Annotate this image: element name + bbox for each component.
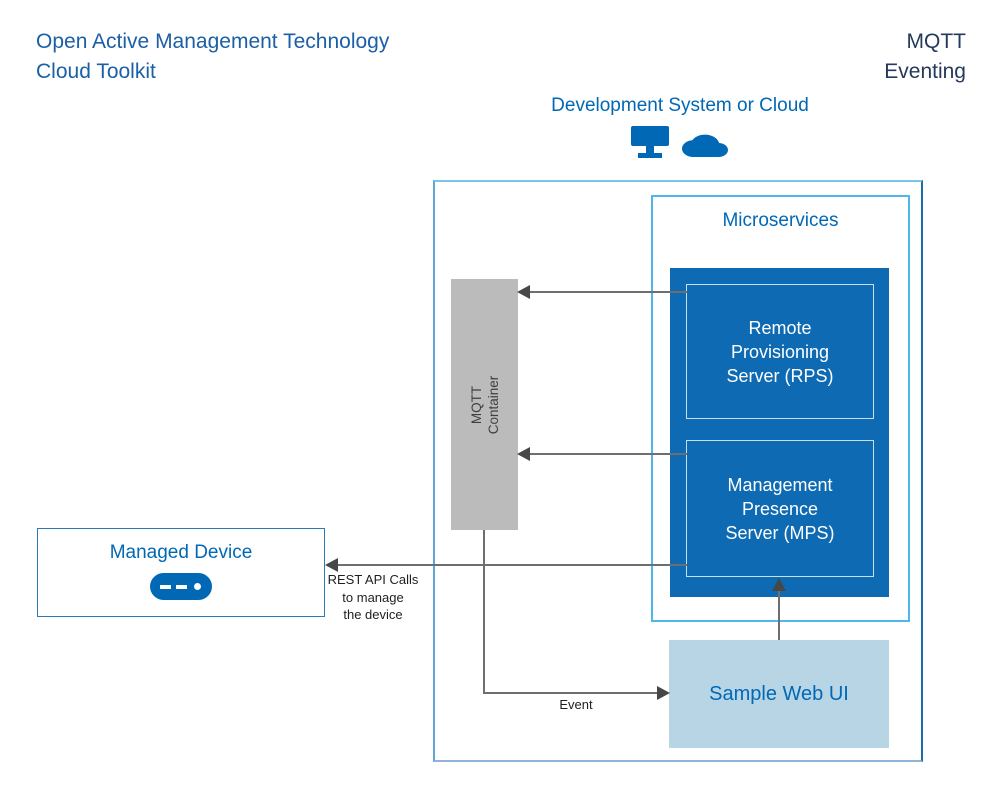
mps-to-mqtt-arrowhead-icon xyxy=(517,447,530,461)
webui-to-mps-arrowhead-icon xyxy=(772,578,786,591)
monitor-stand xyxy=(646,146,654,153)
webui-to-mps-line xyxy=(778,590,780,640)
managed-device-box xyxy=(37,528,325,617)
mqtt-eventing-tagline xyxy=(884,27,966,87)
mps-box xyxy=(686,440,874,577)
rest-api-arrowhead-icon xyxy=(325,558,338,572)
mps-label-line3: Server (MPS) xyxy=(725,522,835,543)
device-icon-dash xyxy=(160,585,171,589)
tagline-line2: Eventing xyxy=(884,60,966,83)
page-title-line2: Cloud Toolkit xyxy=(36,60,156,83)
device-icon-dot xyxy=(194,583,201,590)
monitor-base xyxy=(638,153,662,158)
managed-device-label: Managed Device xyxy=(109,542,253,563)
sample-web-ui-label: Sample Web UI xyxy=(709,682,849,705)
page-title xyxy=(36,27,389,87)
rps-to-mqtt-arrowhead-icon xyxy=(517,285,530,299)
device-icon-dash xyxy=(176,585,187,589)
event-line-horizontal xyxy=(483,692,657,694)
rest-api-label-line1: REST API Calls xyxy=(327,572,419,587)
rest-api-label-line3: the device xyxy=(343,607,403,622)
mqtt-container-line2: Container xyxy=(485,375,501,434)
rest-api-label xyxy=(315,571,431,624)
mps-to-mqtt-line xyxy=(530,453,687,455)
cloud-icon xyxy=(682,129,728,157)
sample-web-ui-box xyxy=(669,640,889,748)
rps-label-line1: Remote xyxy=(748,317,812,338)
mqtt-container-label xyxy=(468,279,502,530)
rest-api-line xyxy=(337,564,687,566)
page-title-line1: Open Active Management Technology xyxy=(36,30,390,53)
monitor-screen xyxy=(631,126,669,146)
rps-label-line2: Provisioning xyxy=(730,341,830,362)
microservices-label: Microservices xyxy=(722,210,839,231)
rest-api-label-line2: to manage xyxy=(342,589,404,605)
mqtt-container-box xyxy=(451,279,518,530)
monitor-icon xyxy=(631,126,669,158)
dev-system-label: Development System or Cloud xyxy=(551,95,809,116)
device-icon xyxy=(150,573,212,600)
event-line-vertical xyxy=(483,530,485,692)
rps-box xyxy=(686,284,874,419)
services-group-box xyxy=(670,268,889,597)
mqtt-container-line1: MQTT xyxy=(468,385,484,424)
rps-label-line3: Server (RPS) xyxy=(726,365,834,386)
rps-to-mqtt-line xyxy=(530,291,687,293)
event-label: Event xyxy=(559,697,593,712)
mps-label-line1: Management xyxy=(727,474,833,495)
tagline-line1: MQTT xyxy=(906,30,966,53)
mps-label-line2: Presence xyxy=(741,498,819,519)
event-arrowhead-icon xyxy=(657,686,670,700)
